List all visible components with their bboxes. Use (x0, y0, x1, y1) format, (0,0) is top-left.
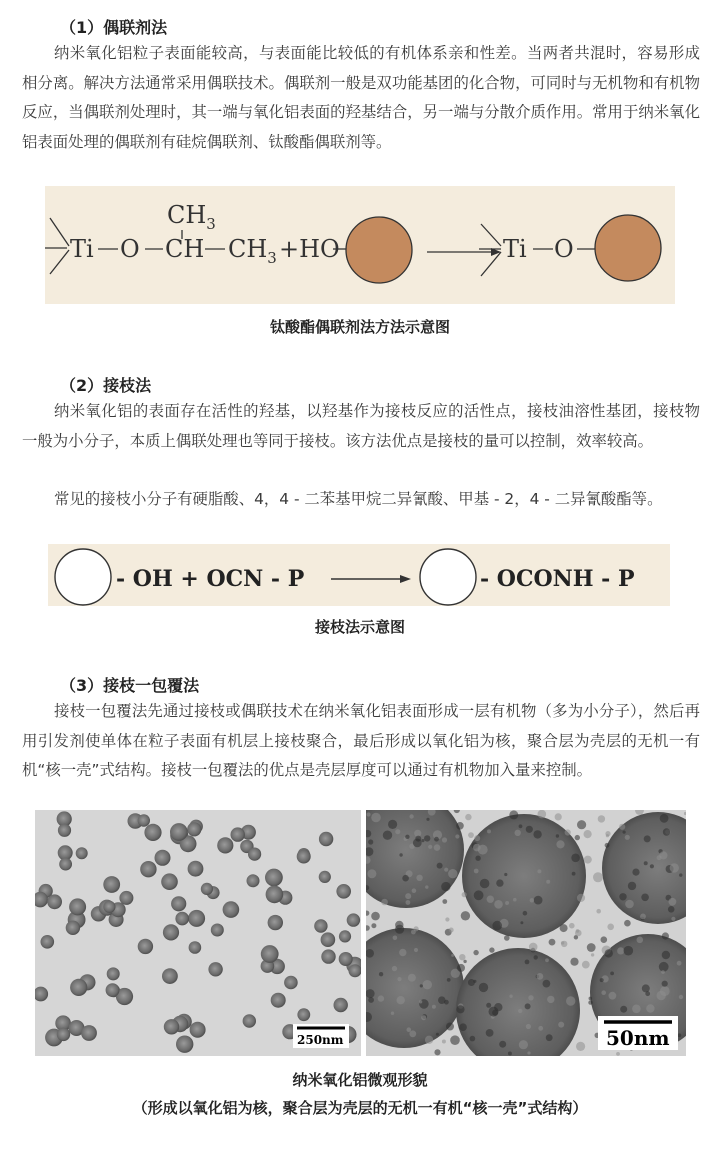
nanoparticle (261, 945, 279, 963)
core-speckle (660, 986, 670, 996)
core-speckle (679, 873, 682, 876)
core-speckle (411, 930, 416, 935)
core-speckle (650, 864, 654, 868)
nanoparticle (163, 924, 179, 940)
core-speckle (455, 834, 459, 838)
core-speckle (577, 894, 585, 902)
nanoparticle (58, 824, 71, 837)
titanate-reaction-diagram (45, 186, 675, 304)
core-speckle (405, 893, 411, 899)
core-speckle (619, 893, 626, 900)
core-speckle (388, 820, 397, 829)
nanoparticle (76, 847, 88, 859)
core-speckle (504, 873, 507, 876)
core-speckle (520, 921, 523, 924)
core-speckle (570, 958, 578, 966)
core-speckle (451, 954, 454, 957)
nanoparticle (217, 837, 233, 853)
core-speckle (392, 966, 397, 971)
core-speckle (589, 997, 593, 1001)
o-right-label: O (554, 235, 574, 263)
core-speckle (415, 836, 421, 842)
core-speckle (625, 900, 634, 909)
nanoparticle (106, 983, 120, 997)
grafting-reaction-figure (48, 544, 670, 606)
core-speckle (416, 875, 422, 881)
core-speckle (624, 946, 634, 956)
section2-paragraph1: 纳米氧化铝的表面存在活性的羟基，以羟基作为接枝反应的活性点，接枝油溶性基团，接枝物一般为小分子，本质上偶联处理也等同于接枝。该方法优点是接枝的量可以控制，效率较高。 (22, 402, 700, 450)
alumina-particle-right (595, 215, 661, 281)
nanoparticle (66, 921, 80, 935)
core-speckle (391, 1012, 394, 1015)
core-speckle (632, 1005, 641, 1014)
core-speckle (661, 970, 665, 974)
core-speckle (538, 1026, 543, 1031)
core-speckle (556, 840, 564, 848)
core-speckle (662, 932, 669, 939)
core-speckle (470, 1036, 476, 1042)
nanoparticle (319, 871, 331, 883)
core-speckle (623, 831, 626, 834)
section1-caption: 钛酸酯偶联剂法方法示意图 (269, 318, 450, 336)
core-speckle (560, 924, 568, 932)
core-speckle (587, 943, 596, 952)
nanoparticle (47, 894, 62, 909)
nanoparticle (314, 919, 327, 932)
core-speckle (575, 835, 580, 840)
nanoparticle (188, 861, 204, 877)
core-speckle (526, 826, 533, 833)
core-speckle (436, 1033, 439, 1036)
core-speckle (637, 937, 644, 944)
core-speckle (474, 890, 484, 900)
nanoparticle (339, 930, 351, 942)
core-speckle (425, 1036, 433, 1044)
nanoparticle (41, 935, 55, 949)
nanoparticle (297, 1008, 310, 1021)
particle-right-circle (420, 549, 476, 605)
core-speckle (368, 839, 373, 844)
core-speckle (473, 844, 481, 852)
core-speckle (600, 978, 604, 982)
tem-image-high-magnification (366, 810, 686, 1056)
right-formula-text: - OCONH - P (480, 566, 635, 592)
core-speckle (584, 856, 592, 864)
core-speckle (584, 830, 592, 838)
tem-image-low-magnification (35, 810, 361, 1056)
core-speckle (605, 949, 613, 957)
core-speckle (534, 955, 538, 959)
nanoparticle (247, 874, 260, 887)
core-speckle (504, 935, 510, 941)
core-speckle (668, 906, 675, 913)
core-speckle (442, 837, 447, 842)
nanoparticle (119, 891, 133, 905)
core-speckle (475, 856, 480, 861)
core-speckle (662, 951, 670, 959)
core-speckle (474, 835, 480, 841)
ch3-mid-label: $CH_3$ (228, 235, 277, 267)
core-speckle (468, 979, 475, 986)
section3-paragraph: 接枝一包覆法先通过接枝或偶联技术在纳米氧化铝表面形成一层有机物（多为小分子），然后再用引发剂使单体在粒子表面有机层上接枝聚合，最后形成以氧化铝为核，聚合层为壳层的无机一有机“核一壳”式结构。接枝一包覆法的优点是壳层厚度可以通过有机物加入量来控制。 (22, 702, 700, 779)
nanoparticle (266, 886, 284, 904)
nanoparticle (268, 915, 283, 930)
nanoparticle (170, 823, 188, 841)
core-speckle (487, 829, 491, 833)
core-speckle (528, 995, 533, 1000)
core-speckle (556, 834, 559, 837)
core-speckle (393, 936, 398, 941)
nanoparticle (69, 898, 86, 915)
core-speckle (657, 855, 662, 860)
core-speckle (625, 835, 630, 840)
core-speckle (644, 861, 648, 865)
core-speckle (494, 900, 503, 909)
core-speckle (456, 822, 464, 830)
core-speckle (486, 1029, 494, 1037)
core-speckle (434, 837, 439, 842)
core-speckle (379, 972, 383, 976)
plus-ho-label: +HO (279, 235, 340, 263)
alumina-particle-left (346, 217, 412, 283)
core-speckle (445, 917, 449, 921)
core-speckle (662, 981, 668, 987)
core-speckle (457, 964, 465, 972)
core-speckle (546, 880, 550, 884)
particle-left-circle (55, 549, 111, 605)
nanoparticle (265, 869, 283, 887)
core-speckle (487, 896, 494, 903)
nanoparticle (223, 901, 240, 918)
core-speckle (450, 1035, 460, 1045)
nanoparticle (297, 850, 311, 864)
core-speckle (371, 912, 380, 921)
core-speckle (509, 810, 518, 819)
core-speckle (459, 1023, 467, 1031)
core-speckle (449, 928, 454, 933)
core-speckle (670, 863, 679, 872)
section3-heading: （3）接枝一包覆法 (60, 676, 200, 695)
core-speckle (545, 958, 549, 962)
core-speckle (421, 839, 424, 842)
core-speckle (561, 941, 567, 947)
nanoparticle (81, 1025, 97, 1041)
ti-left-label: Ti (70, 235, 94, 263)
nanoparticle (284, 976, 298, 990)
core-speckle (434, 844, 441, 851)
scale-bar-right: 50nm (606, 1026, 670, 1050)
section2-paragraph2: 常见的接枝小分子有硬脂酸、4，4 - 二苯基甲烷二异氰酸、甲基 - 2，4 - 二异氰酸酯等。 (54, 490, 663, 508)
core-speckle (577, 820, 586, 829)
core-speckle (434, 1049, 440, 1055)
core-speckle (526, 1024, 531, 1029)
core-speckle (671, 917, 675, 921)
core-speckle (538, 810, 547, 818)
core-speckle (409, 1030, 416, 1037)
core-speckle (663, 828, 670, 835)
core-speckle (619, 824, 625, 830)
core-speckle (628, 882, 636, 890)
nanoparticle (59, 858, 72, 871)
core-speckle (513, 898, 517, 902)
core-speckle (442, 899, 447, 904)
core-speckle (571, 854, 580, 863)
core-speckle (591, 953, 594, 956)
core-speckle (593, 872, 603, 882)
core-speckle (419, 1000, 422, 1003)
section1-heading: （1）偶联剂法 (60, 18, 168, 37)
core-speckle (378, 995, 384, 1001)
core-speckle (566, 996, 575, 1005)
core-speckle (474, 869, 479, 874)
nanoparticle (138, 814, 150, 826)
core-speckle (624, 920, 631, 927)
core-speckle (505, 901, 509, 905)
core-speckle (632, 869, 639, 876)
core-speckle (575, 930, 582, 937)
core-speckle (405, 835, 409, 839)
core-speckle (412, 888, 417, 893)
left-formula-text: - OH + OCN - P (116, 566, 305, 592)
nanoparticle (321, 949, 335, 963)
core-speckle (447, 978, 451, 982)
nanoparticle (103, 876, 120, 893)
nanoparticle (231, 827, 245, 841)
nanoparticle (155, 850, 171, 866)
core-speckle (640, 914, 646, 920)
core-speckle (437, 863, 443, 869)
nanoparticle (271, 993, 286, 1008)
core-speckle (659, 962, 669, 972)
ch-label: CH (165, 235, 205, 263)
core-speckle (409, 814, 413, 818)
core-speckle (371, 813, 381, 823)
nanoparticle (57, 1028, 70, 1041)
core-speckle (605, 843, 610, 848)
core-speckle (368, 997, 374, 1003)
nanoparticle (140, 861, 156, 877)
nanoparticle (339, 952, 353, 966)
core-speckle (399, 949, 406, 956)
nanoparticle (189, 941, 202, 954)
nanoparticle (319, 832, 333, 846)
nanoparticle (164, 1019, 179, 1034)
titanate-reaction-figure (45, 186, 675, 304)
nanoparticle (70, 979, 87, 996)
core-speckle (442, 1040, 446, 1044)
core-speckle (529, 943, 538, 952)
nanoparticle (349, 964, 362, 977)
core-speckle (669, 898, 677, 906)
core-speckle (441, 882, 450, 891)
nanoparticle (138, 939, 153, 954)
core-speckle (533, 830, 541, 838)
core-speckle (397, 977, 401, 981)
core-speckle (601, 936, 608, 943)
core-speckle (446, 1023, 454, 1031)
core-speckle (549, 939, 556, 946)
nanoparticle (334, 998, 348, 1012)
core-speckle (366, 989, 375, 998)
section2-heading: （2）接枝法 (60, 376, 152, 395)
core-speckle (426, 818, 429, 821)
core-speckle (371, 923, 376, 928)
core-speckle (525, 1003, 531, 1009)
nanoparticle (190, 1022, 206, 1038)
core-speckle (395, 829, 400, 834)
core-speckle (572, 872, 576, 876)
core-speckle (519, 1040, 528, 1049)
core-speckle (588, 1000, 592, 1004)
core-speckle (530, 898, 534, 902)
core-speckle (428, 845, 432, 849)
core-speckle (596, 909, 601, 914)
nanoparticle (107, 967, 120, 980)
core-speckle (406, 900, 411, 905)
core-speckle (609, 992, 617, 1000)
core-speckle (420, 984, 423, 987)
core-speckle (444, 868, 448, 872)
core-speckle (399, 853, 402, 856)
core-speckle (448, 869, 457, 878)
core-speckle (527, 1051, 530, 1054)
section3-caption-main: 纳米氧化铝微观形貌 (292, 1071, 428, 1089)
core-speckle (576, 1042, 585, 1051)
core-speckle (463, 960, 466, 963)
nanoparticle (248, 848, 261, 861)
core-speckle (424, 835, 430, 841)
core-speckle (462, 892, 467, 897)
core-speckle (620, 1006, 627, 1013)
core-speckle (496, 879, 503, 886)
core-speckle (383, 831, 392, 840)
core-speckle (489, 1007, 499, 1017)
section2-caption: 接枝法示意图 (314, 618, 405, 636)
core-speckle (607, 924, 614, 931)
core-speckle (407, 1027, 412, 1032)
core-speckle (601, 990, 606, 995)
core-speckle (459, 954, 465, 960)
core-speckle (546, 1034, 553, 1041)
core-speckle (598, 815, 605, 822)
core-speckle (537, 973, 544, 980)
core-speckle (641, 894, 649, 902)
core-speckle (642, 984, 650, 992)
core-speckle (465, 814, 471, 820)
core-speckle (395, 921, 403, 929)
core-speckle (468, 832, 474, 838)
core-speckle (523, 911, 528, 916)
core-speckle (543, 980, 551, 988)
core-speckle (678, 1033, 682, 1037)
core-speckle (461, 911, 470, 920)
core-speckle (547, 996, 554, 1003)
core-speckle (397, 996, 405, 1004)
core-speckle (473, 950, 478, 955)
nanoparticle (171, 896, 186, 911)
core-speckle (509, 995, 512, 998)
core-speckle (582, 961, 590, 969)
core-speckle (644, 835, 651, 842)
core-speckle (408, 974, 416, 982)
core-speckle (558, 1022, 564, 1028)
core-speckle (499, 1041, 506, 1048)
o-left-label: O (120, 235, 140, 263)
core-speckle (402, 875, 409, 882)
nanoparticle (321, 932, 336, 947)
core-speckle (423, 980, 432, 989)
core-speckle (679, 995, 683, 999)
core-speckle (518, 1009, 522, 1013)
nanoparticle (187, 822, 201, 836)
nanoparticle (208, 962, 222, 976)
nanoparticle (175, 912, 189, 926)
nanoparticle (162, 968, 178, 984)
nanoparticle (336, 884, 351, 899)
ti-right-label: Ti (503, 235, 527, 263)
core-speckle (645, 991, 650, 996)
core-speckle (381, 899, 388, 906)
nanoparticle (103, 901, 115, 913)
core-speckle (486, 1003, 491, 1008)
core-speckle (479, 983, 488, 992)
core-speckle (569, 923, 575, 929)
core-speckle (525, 960, 530, 965)
core-speckle (480, 879, 490, 889)
core-speckle (537, 869, 541, 873)
core-speckle (492, 921, 502, 931)
section1-paragraph: 纳米氧化铝粒子表面能较高，与表面能比较低的有机体系亲和性差。当两者共混时，容易形成相分离。解决方法通常采用偶联技术。偶联剂一般是双功能基团的化合物，可同时与无机物和有机物反应，当偶联剂处理时，其一端与氧化铝表面的羟基结合，另一端与分散介质作用。常用于纳米氧化铝表面处理的偶联剂有硅烷偶联剂、钛酸酯偶联剂等。 (22, 44, 700, 151)
core-speckle (610, 972, 614, 976)
core-speckle (366, 812, 370, 816)
core-speckle (519, 824, 523, 828)
core-speckle (646, 1004, 654, 1012)
core-speckle (489, 947, 494, 952)
core-speckle (508, 1052, 512, 1056)
core-speckle (367, 869, 376, 878)
core-speckle (606, 834, 609, 837)
core-speckle (438, 996, 446, 1004)
core-speckle (660, 814, 669, 823)
nanoparticle (161, 873, 178, 890)
core-speckle (617, 947, 624, 954)
nanoparticle (211, 924, 224, 937)
core-speckle (515, 830, 521, 836)
core-speckle (555, 813, 562, 820)
nanoparticle (201, 883, 213, 895)
core-speckle (414, 948, 418, 952)
scale-bar-left: 250nm (297, 1033, 344, 1047)
core-speckle (425, 885, 428, 888)
core-speckle (677, 961, 682, 966)
grafting-reaction-diagram (48, 544, 670, 606)
nanoparticle (176, 1036, 193, 1053)
core-speckle (456, 1005, 464, 1013)
core-speckle (432, 1005, 436, 1009)
core-speckle (421, 1015, 426, 1020)
core-speckle (616, 1052, 620, 1056)
section3-caption-sub: （形成以氧化铝为核，聚合层为壳层的无机一有机“核一壳”式结构） (132, 1099, 588, 1117)
nanoparticle (347, 913, 360, 926)
core-speckle (534, 896, 543, 905)
nanoparticle (144, 824, 161, 841)
nanoparticle (243, 1014, 256, 1027)
core-speckle (565, 829, 571, 835)
ch3-top-label: $CH_3$ (167, 201, 216, 233)
nanoparticle (188, 910, 205, 927)
